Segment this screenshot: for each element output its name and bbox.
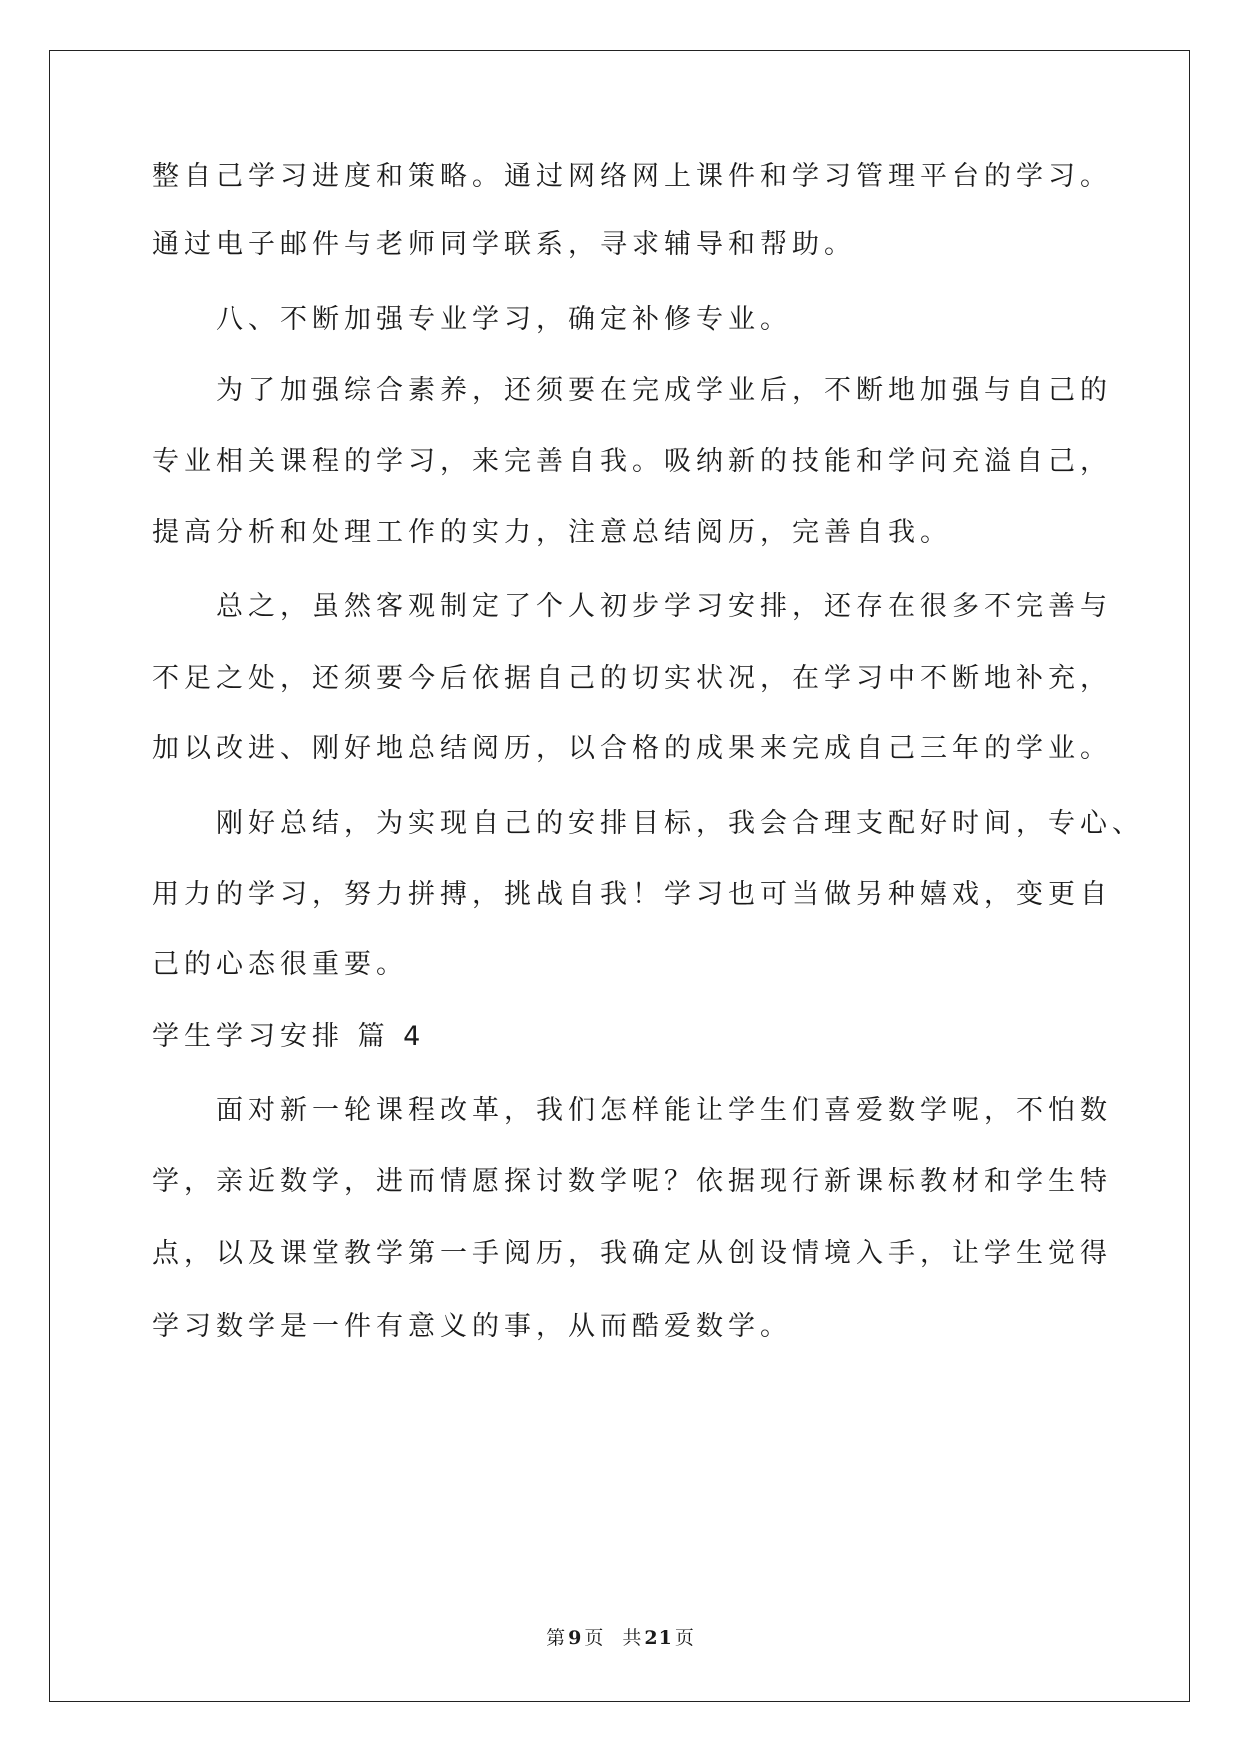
text-line: 提高分析和处理工作的实力，注意总结阅历，完善自我。 — [152, 517, 952, 548]
paragraph-line: 面对新一轮课程改革，我们怎样能让学生们喜爱数学呢，不怕数 — [216, 1095, 1112, 1126]
section-title: 学生学习安排 篇 4 — [152, 1021, 426, 1052]
text-line: 专业相关课程的学习，来完善自我。吸纳新的技能和学问充溢自己， — [152, 446, 1112, 477]
paragraph-line: 刚好总结，为实现自己的安排目标，我会合理支配好时间，专心、 — [216, 808, 1144, 839]
text-line: 不足之处，还须要今后依据自己的切实状况，在学习中不断地补充， — [152, 663, 1112, 694]
text-line: 通过电子邮件与老师同学联系，寻求辅导和帮助。 — [152, 229, 856, 260]
text-line: 学习数学是一件有意义的事，从而酷爱数学。 — [152, 1311, 792, 1342]
section-heading: 八、不断加强专业学习，确定补修专业。 — [216, 304, 792, 335]
footer-prefix: 第 — [546, 1627, 567, 1649]
text-line: 己的心态很重要。 — [152, 949, 408, 980]
paragraph-line: 总之，虽然客观制定了个人初步学习安排，还存在很多不完善与 — [216, 591, 1112, 622]
total-pages: 21 — [644, 1627, 673, 1649]
text-line: 整自己学习进度和策略。通过网络网上课件和学习管理平台的学习。 — [152, 161, 1112, 192]
text-line: 用力的学习，努力拼搏，挑战自我！学习也可当做另种嬉戏，变更自 — [152, 879, 1112, 910]
footer-total-suffix: 页 — [674, 1627, 695, 1649]
paragraph-line: 为了加强综合素养，还须要在完成学业后，不断地加强与自己的 — [216, 375, 1112, 406]
footer-total-prefix: 共 — [622, 1627, 643, 1649]
page-number: 9 — [568, 1627, 583, 1649]
text-line: 学，亲近数学，进而情愿探讨数学呢？依据现行新课标教材和学生特 — [152, 1166, 1112, 1197]
page-footer — [0, 1623, 1241, 1650]
text-line: 点，以及课堂教学第一手阅历，我确定从创设情境入手，让学生觉得 — [152, 1238, 1112, 1269]
footer-page-suffix: 页 — [584, 1627, 605, 1649]
page-border — [49, 50, 1190, 1702]
text-line: 加以改进、刚好地总结阅历，以合格的成果来完成自己三年的学业。 — [152, 733, 1112, 764]
